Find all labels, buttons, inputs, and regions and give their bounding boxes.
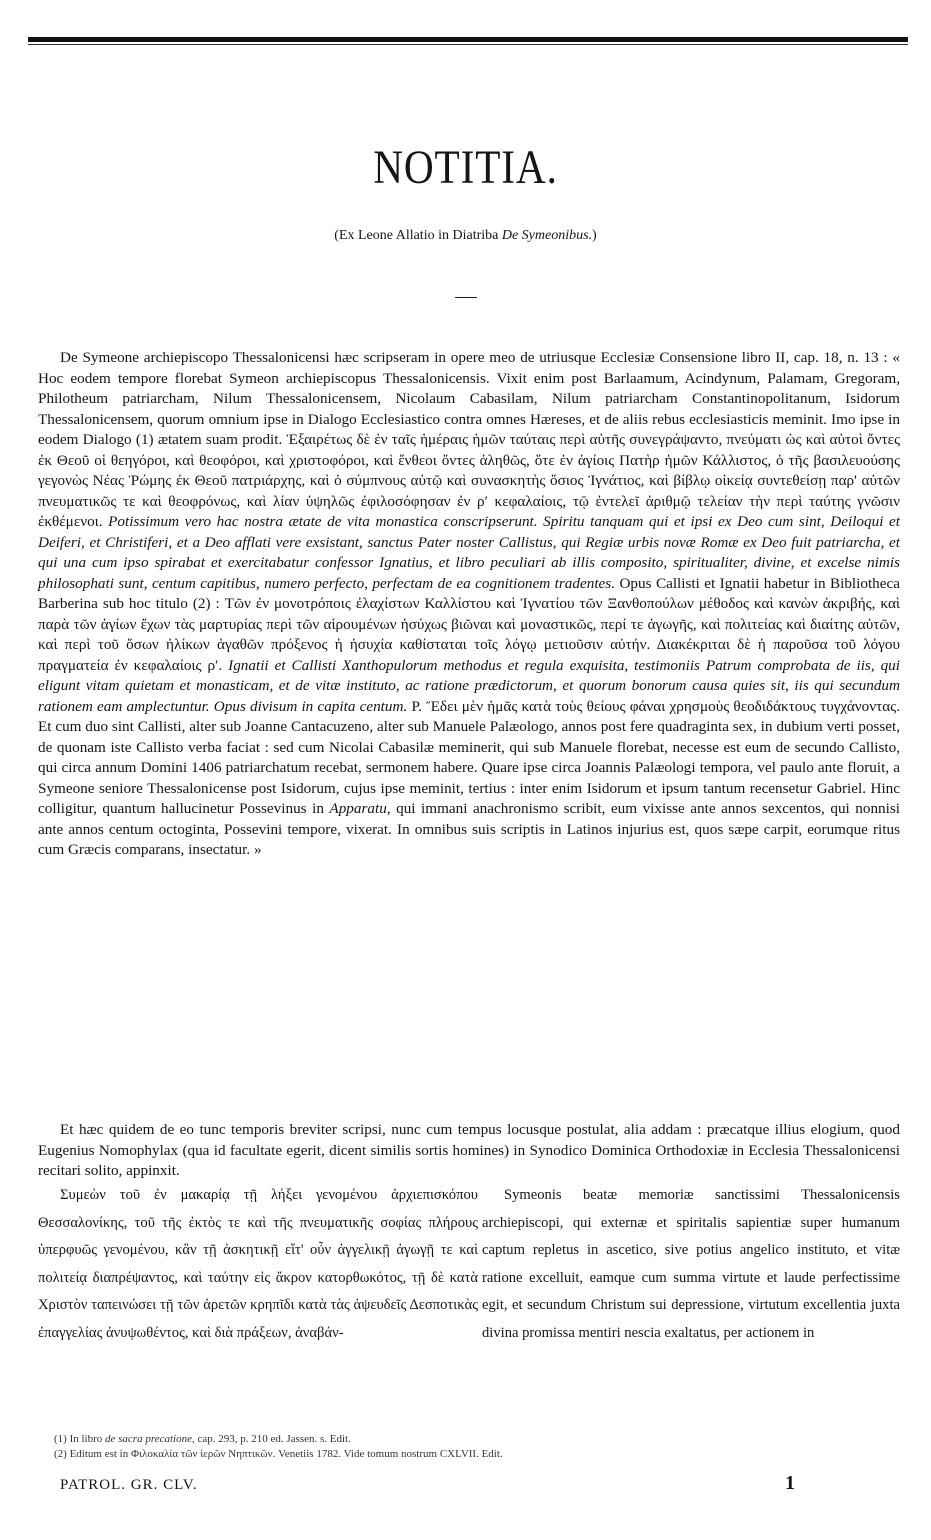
separator-dash [455, 297, 477, 298]
paragraph-2: Et hæc quidem de eo tunc temporis breviter scripsi, nunc cum tempus locusque postulat, alia addam : præcatque illius elogium, quod Eugenius Nomophylax (qua id facultate egerit, dicent similis sortis homines) in Synodico Dominica Orthodoxiæ in Ecclesia Thessalonicensi recitari solito, appinxit. [38, 1121, 900, 1179]
top-rule [28, 34, 908, 46]
par1-italic-1: Potissimum vero hac nostra ætate de vita monastica conscripserunt. Spiritu tanquam qui et ipsi ex Deo cum sint, Deiloqui et Deiferi, et Christiferi, et a Deo afflati vere exsistant, sanctus Pater noster Callistus, qui Regiæ urbis novæ Romæ ex Deo fuit patriarcha, et qui una cum ipso spirabat et exercitabatur confessor Ignatius, et libro peculiari ab illis composito, spiritualiter, divine, et excelse nimis philosophati sunt, centum capitibus, numero perfecto, perfectam de ea cognitionem tradentes. [38, 513, 900, 592]
page-title: NOTITIA. [373, 141, 558, 194]
par1-italic-2: Ignatii et Callisti Xanthopulorum methodus et regula exquisita, testimoniis Patrum comprobata de iis, qui eligunt vitam quietam et monasticam, et de vitæ instituto, ac ratione prædictorum, et quorum bonorum causa quies sit, iis qui secundum rationem eam amplectuntur. Opus divisum in capita centum. [38, 656, 901, 715]
paragraph-1 [38, 348, 900, 861]
par1-part-b: Opus Callisti et Ignatii habetur in Bibliotheca Barberina sub hoc titulo (2) : Τῶν ἐν μονοτρόποις ἐλαχίστων Καλλίστου καὶ Ἰγνατίου τῶν Ξανθοπούλων μέθοδος καὶ κανὼν ἀκριβής, καὶ παρὰ τῶν ἁγίων ἔχων τὰς μαρτυρίας περὶ τῶν αἱρουμένων ἡσύχως βιῶναι καὶ μοναστικῶς, περί τε ἀγωγῆς, καὶ πολιτείας καὶ διαίτης αὐτῶν, καὶ περὶ τοῦ ὅσων ἠλίκων ἀγαθῶν πρόξενος ἡ ἡσυχία καθίσταται τοῖς λόγῳ μετιοῦσιν αὐτήν. Διακέκριται δὲ ἡ παροῦσα τοῦ λόγου πραγματεία ἐν κεφαλαίοις ρʹ. [38, 574, 900, 674]
footer-signature: PATROL. GR. CLV. [60, 1477, 198, 1493]
par1-part-a: De Symeone archiepiscopo Thessalonicensi hæc scripseram in opere meo de utriusque Ecclesiæ Consensione libro II, cap. 18, n. 13 : « Hoc eodem tempore florebat Symeon archiepiscopus Thessalonicensis. Vixit enim post Barlaamum, Acindynum, Palamam, Gregoram, Philotheum patriarcham, Nilum Thessalonicensem, Nicolaum Cabasilam, Nilum patriarcham Constantinopolitanum, Isidorum Thessalonicensem, quorum omnium ipse in Dialogo Ecclesiastico contra omnes Hæreses, et de aliis rebus ecclesiasticis meminit. Imo ipse in eodem Dialogo (1) ætatem suam prodit. Ἐξαιρέτως δὲ ἐν ταῖς ἡμέραις ἡμῶν ταύταις περὶ αὐτῆς συνεγράψαντο, πνεύματι ὡς καὶ αὐτοὶ ὄντες ἐκ Θεοῦ οἱ θεηγόροι, καὶ θεοφόροι, καὶ χριστοφόροι, καὶ ἔνθεοι ὄντες ἀληθῶς, ὅτε ἐν ἁγίοις Πατὴρ ἡμῶν Κάλλιστος, ὁ τῆς βασιλευούσης γεγονὼς Νέας Ῥώμης ἐκ Θεοῦ πατριάρχης, καὶ ὁ σύμπνους αὐτῷ καὶ συνασκητὴς ὅσιος Ἰγνάτιος, καὶ βίβλῳ οἰκείᾳ συντεθείσῃ παρ' αὐτῶν πνευματικῶς τε καὶ θεοφρόνως, καὶ λίαν ὑψηλῶς ἐφιλοσόφησαν ἐν ρʹ κεφαλαίοις, τῷ ἐντελεῖ ἀριθμῷ τελείαν τὴν περὶ ταύτης γνῶσιν ἐκθέμενοι. [38, 349, 900, 530]
top-rule-thin [28, 44, 908, 45]
subtitle-italic: De Symeonibus. [501, 228, 593, 243]
page-subtitle [0, 228, 931, 244]
par1-part-c: P. Ἔδει μὲν ἡμᾶς κατὰ τοὺς θείους φάναι χρησμοὺς θεοδιδάκτους τυγχάνοντας. Et cum duo sint Callisti, alter sub Joanne Cantacuzeno, alter sub Manuele Palæologo, annos post fere quadraginta sex, in dubium verti posset, de quonam iste Callisto verba faciat : sed cum Nicolai Cabasilæ meminerit, qui sub Manuele florebat, necesse est eum de secundo Callisto, qui circa annum Domini 1406 patriarchatum recebat, sermonem habere. Quare ipse circa Joannis Palæologi tempora, vel paulo ante floruit, a Symeone seniore Thessalonicense post Isidorum, cujus ipse meminit, tertius : inter enim Isidorum et ipsum tantum recensetur Gabriel. Hinc colligitur, quantum hallucinetur Possevinus in [38, 697, 900, 817]
footnote-1-b: , cap. 293, p. 210 ed. Jassen. s. Edit. [191, 1433, 351, 1445]
subtitle-suffix: ) [592, 228, 597, 243]
par1-part-d: , qui immani anachronismo scribit, eum vixisse ante annos sexcentos, qui nonnisi ante annos centum octoginta, Possevini tempore, vixerat. In omnibus suis scriptis in Latinos injurius est, quos sæpe carpit, eorumque ritus cum Græcis comparans, insectatur. » [38, 800, 901, 858]
footnote-2: (2) Editum est in Φιλοκαλία τῶν ἱερῶν Νηπτικῶν. Venetiis 1782. Vide tomum nostrum CXLVII. Edit. [54, 1448, 503, 1460]
greek-text: Συμεὼν τοῦ ἐν μακαρίᾳ τῇ λήξει γενομένου ἀρχιεπισκόπου Θεσσαλονίκης, τοῦ τῆς ἐκτὸς τε καὶ τῆς πνευματικῆς σοφίας πλήρους ὑπερφυῶς γενομένου, κἂν τῇ ἀσκητικῇ εἴτ' οὖν ἀγγελικῇ ἀγωγῇ τε καὶ πολιτείᾳ διαπρέψαντος, καὶ ταύτην εἰς ἄκρον κατορθωκότος, τῇ δὲ κατὰ Χριστὸν ταπεινώσει τῇ τῶν ἀρετῶν κρηπῖδι κατὰ τὰς ἀψευδεῖς Δεσποτικὰς ἐπαγγελίας ἀνυψωθέντος, καὶ διὰ πράξεων, ἀναβάν- [38, 1187, 478, 1341]
second-paragraph [38, 1120, 900, 1182]
page-number: 1 [785, 1472, 795, 1494]
greek-column [38, 1182, 478, 1347]
footnote-1 [54, 1432, 894, 1447]
latin-text: Symeonis beatæ memoriæ sanctissimi Thessalonicensis archiepiscopi, qui externæ et spiritalis sapientiæ super humanum captum repletus in ascetico, sive potius angelico instituto, et vitæ ratione excelluit, eamque cum summa virtute et laude perfectissime egit, et secundum Christum sui depressione, virtutum excellentia juxta divina promissa mentiri nescia exaltatus, per actionem in [482, 1187, 900, 1341]
footnote-1-italic: de sacra precatione [105, 1433, 192, 1445]
footnotes [54, 1432, 894, 1462]
par1-italic-3: Apparatu [329, 800, 387, 817]
main-paragraph [38, 348, 900, 861]
latin-column [482, 1182, 900, 1347]
top-rule-thick [28, 37, 908, 42]
footnote-1-a: (1) In libro [54, 1433, 106, 1445]
subtitle-prefix: (Ex Leone Allatio in Diatriba [334, 228, 502, 243]
